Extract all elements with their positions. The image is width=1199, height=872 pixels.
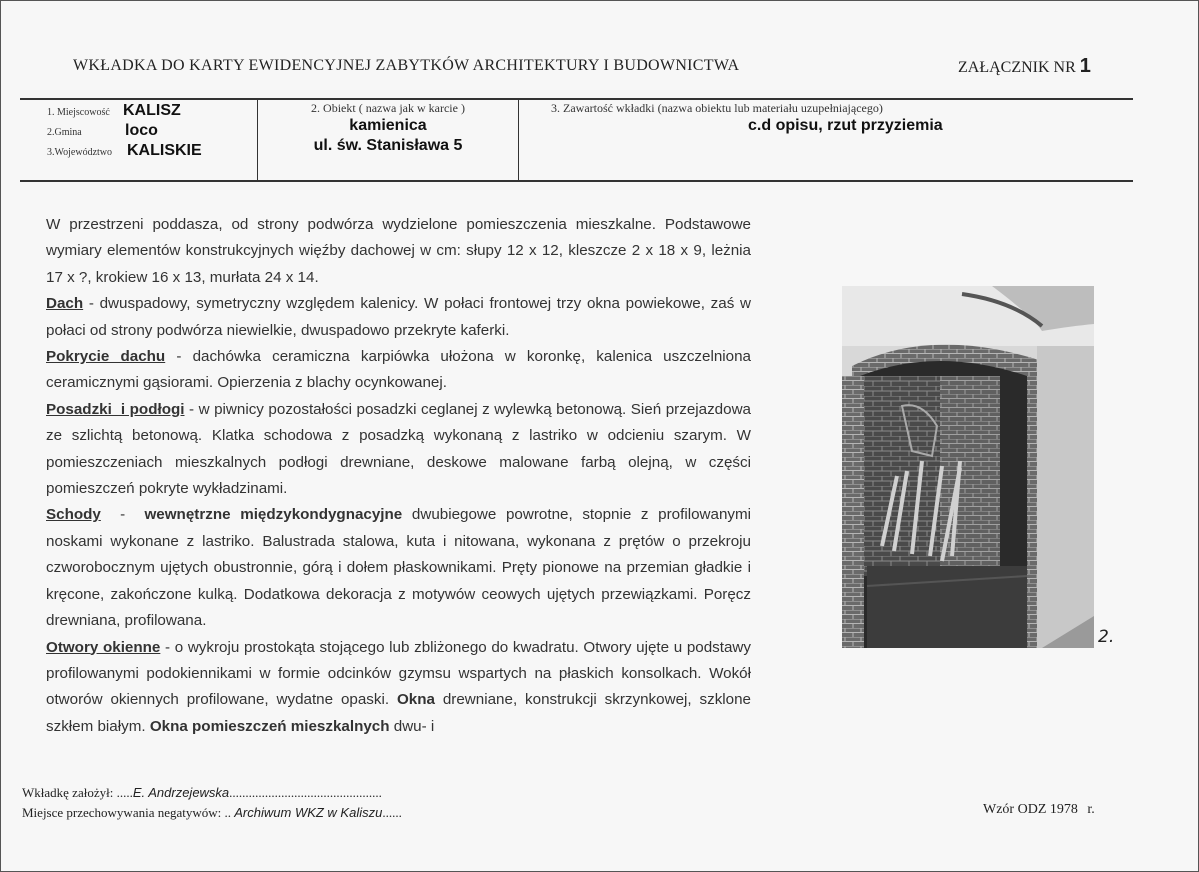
photo-number: 2. (1098, 627, 1115, 647)
storage-dots: ...... (382, 805, 402, 820)
stairs-heading: Schody (46, 506, 101, 524)
model-suffix: r. (1087, 802, 1095, 817)
description-text (46, 212, 751, 740)
object-label: 2. Obiekt ( nazwa jak w karcie ) (311, 101, 465, 115)
place-value: KALISZ (123, 102, 181, 119)
roofing-text: - dachówka ceramiczna karpiówka ułożona w koronkę, kalenica uszczelniona ceramicznymi gąsiorami. Opierzenia z blachy ocynkowanej. (46, 348, 751, 392)
header-top-rule (20, 98, 1133, 100)
storage-value: Archiwum WKZ w Kaliszu (234, 805, 383, 820)
commune-value: loco (125, 122, 158, 139)
content-label: 3. Zawartość wkładki (nazwa obiektu lub materiału uzupełniającego) (551, 101, 883, 115)
residential-windows-bold: Okna pomieszczeń mieszkalnych (149, 717, 390, 735)
header-bottom-rule (20, 180, 1133, 182)
stairs-text: dwubiegowe powrotne, stopnie z profilowanymi noskami wykonane z lastriko. Balustrada stalowa, kuta i nitowana, wykonana z prętów o przekroju czworobocznym ujętych obustronnie, górą i dołem płaskownikami. Pręty pionowe na przemian gładkie i kręcone, zakończone kulką. Dodatkowa dekoracja z motywów ceowych ujętych przewiązkami. Poręcz drewniana, profilowana. (46, 506, 752, 630)
intro-paragraph: W przestrzeni poddasza, od strony podwórza wydzielone pomieszczenia mieszkalne. Podstawowe wymiary elementów konstrukcyjnych więźby dachowej w cm: słupy 12 x 12, kleszcze 2 x 18 x 9, leżnia 17 x ?, krokiew 16 x 13, murłata 24 x 14. (46, 216, 751, 286)
roof-text: - dwuspadowy, symetryczny względem kalenicy. W połaci frontowej trzy okna powiekowe, zaś w połaci od strony podwórza niewielkie, dwuspadowo przekryte kaferki. (46, 295, 751, 339)
stairs-paragraph (46, 502, 751, 634)
windows-paragraph (46, 635, 751, 741)
roofing-paragraph (46, 344, 751, 397)
place-label: 1. Miejscowość (47, 107, 110, 118)
author-line (22, 785, 382, 801)
object-field (258, 101, 518, 156)
windows-text-2: drewniane, konstrukcji skrzynkowej, szklone szkłem białym. (46, 691, 751, 735)
roofing-heading: Pokrycie dachu (46, 348, 166, 366)
stairs-dash: - (100, 506, 145, 524)
windows-bold: Okna (396, 691, 435, 709)
voivodeship-field (47, 142, 202, 160)
header-divider-2 (518, 99, 519, 181)
residential-windows-text: dwu- i (389, 717, 435, 735)
stairs-subheading: wewnętrzne międzykondygnacyjne (144, 506, 403, 524)
form-model (983, 802, 1095, 818)
form-title: WKŁADKA DO KARTY EWIDENCYJNEJ ZABYTKÓW ARCHITEKTURY I BUDOWNICTWA (73, 57, 740, 74)
floors-paragraph (46, 397, 751, 503)
cellar-photo-image (842, 286, 1094, 648)
attachment-number (958, 55, 1091, 78)
model-label: Wzór (983, 802, 1015, 817)
roof-heading: Dach (46, 295, 84, 313)
object-value-1: kamienica (349, 117, 427, 134)
attachment-value: 1 (1079, 55, 1091, 77)
author-value: E. Andrzejewska (132, 785, 230, 800)
place-field (47, 102, 181, 120)
voivodeship-value: KALISKIE (127, 142, 202, 159)
storage-label: Miejsce przechowywania negatywów: .. (22, 805, 235, 820)
floors-text: - w piwnicy pozostałości posadzki ceglanej z wylewką betonową. Sień przejazdowa ze szlichtą betonową. Klatka schodowa z posadzką wykonaną z lastriko w odcieniu szarym. W pomieszczeniach mieszkalnych podłogi drewniane, deskowe malowane farbą olejną, w części pomieszczeń pokryte wykładzinami. (46, 400, 751, 498)
windows-heading: Otwory okienne (46, 638, 161, 656)
floors-heading: Posadzki i podłogi (46, 400, 185, 418)
storage-line (22, 805, 402, 821)
author-dots: ............................................... (229, 785, 382, 800)
content-value: c.d opisu, rzut przyziemia (748, 117, 943, 134)
object-value-2: ul. św. Stanisława 5 (313, 137, 463, 154)
commune-field (47, 122, 158, 140)
content-field (551, 101, 1131, 136)
cellar-photo (842, 286, 1094, 648)
model-value: ODZ 1978 (1017, 802, 1078, 817)
author-label: Wkładkę założył: ..... (22, 785, 133, 800)
voivodeship-label: 3.Województwo (47, 147, 113, 158)
roof-paragraph (46, 291, 751, 344)
commune-label: 2.Gmina (47, 127, 82, 138)
attachment-label: ZAŁĄCZNIK NR (958, 59, 1076, 76)
windows-text: - o wykroju prostokąta stojącego lub zbliżonego do kwadratu. Otwory ujęte u podstawy profilowanymi podokiennikami w formie odcinków gzymsu wspartych na płaskich konsolkach. Wokół otworów okiennych profilowane, wydatne opaski. (46, 638, 751, 709)
